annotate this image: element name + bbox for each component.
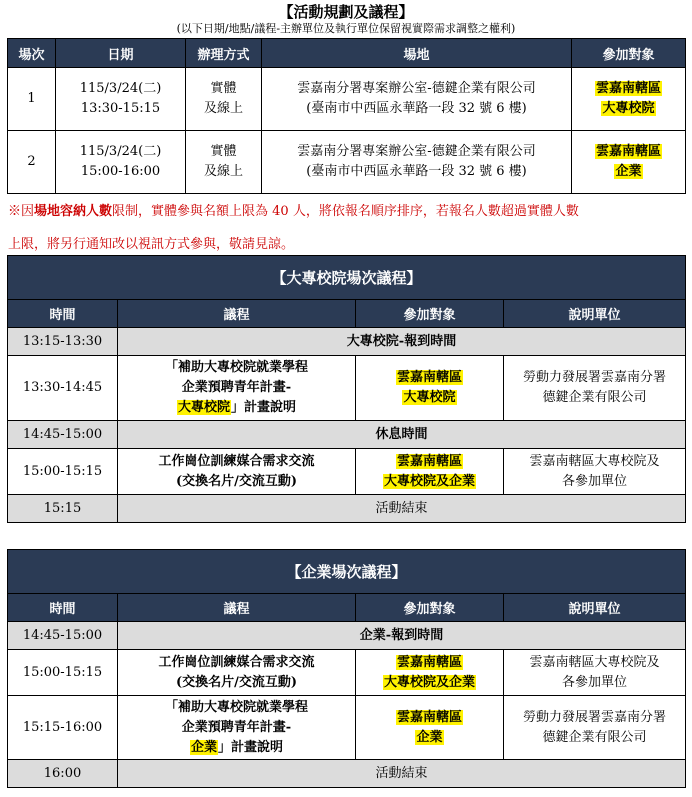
row-time: 15:00-15:15 [8, 650, 118, 696]
university-agenda-table [7, 255, 686, 523]
agenda-row-checkin [8, 622, 686, 650]
agenda-line-2: 企業預聘青年計畫- [181, 380, 292, 395]
agenda-line-1: 「補助大專校院就業學程 [164, 360, 308, 375]
venue-address: (臺南市中西區永華路一段 32 號 6 樓) [306, 164, 527, 179]
agenda-row-briefing [8, 356, 686, 421]
time-text: 13:30-15:15 [80, 101, 161, 116]
unit-line-1: 雲嘉南轄區大專校院及 [529, 654, 660, 670]
row-agenda [118, 356, 356, 421]
unit-line-2: 各參加單位 [562, 674, 628, 690]
venue-name: 雲嘉南分署專案辦公室-德鍵企業有限公司 [297, 144, 536, 159]
row-span-text: 大專校院-報到時間 [118, 328, 686, 356]
agenda-line-2: (交換名片/交流互動) [175, 473, 298, 489]
row-agenda [118, 449, 356, 495]
agenda-line-3 [118, 398, 355, 418]
agenda-row-briefing [8, 696, 686, 760]
time-text: 15:00-16:00 [80, 164, 161, 179]
agenda-row-end [8, 495, 686, 523]
venue-name: 雲嘉南分署專案辦公室-德鍵企業有限公司 [297, 81, 536, 96]
summary-header-row [8, 39, 686, 68]
session-mode [186, 131, 262, 194]
target-line-1: 雲嘉南轄區 [595, 144, 661, 159]
row-target [356, 650, 504, 696]
row-span-text: 企業-報到時間 [118, 622, 686, 650]
session-target [572, 68, 686, 131]
agenda-row-matching [8, 650, 686, 696]
target-line-2: 企業 [615, 164, 642, 179]
target-line-2: 大專校院及企業 [383, 674, 475, 690]
agenda-banner: 【大專校院場次議程】 [8, 256, 686, 300]
session-venue [262, 68, 572, 131]
session-venue [262, 131, 572, 194]
row-time: 15:15-16:00 [8, 696, 118, 760]
mode-line-1: 實體 [210, 144, 237, 159]
col-header-venue: 場地 [262, 39, 572, 68]
date-text: 115/3/24(二) [79, 144, 162, 159]
row-span-text: 休息時間 [118, 421, 686, 449]
col-header-target: 參加對象 [572, 39, 686, 68]
agenda-line-2: (交換名片/交流互動) [175, 674, 298, 690]
notice-strong: 場地容納人數 [34, 204, 113, 219]
agenda-line-2: 企業預聘青年計畫- [181, 719, 292, 735]
notice-line-1-rest: 限制，實體參與名額上限為 40 人，將依報名順序排序，若報名人數超過實體人數 [112, 204, 579, 219]
mode-line-2: 及線上 [203, 164, 243, 179]
agenda-line-1: 工作崗位訓練媒合需求交流 [158, 654, 315, 670]
mode-line-1: 實體 [210, 81, 237, 96]
row-time: 14:45-15:00 [8, 421, 118, 449]
session-date [56, 68, 186, 131]
agenda-row-matching [8, 449, 686, 495]
row-time: 13:15-13:30 [8, 328, 118, 356]
session-date [56, 131, 186, 194]
unit-line-1: 雲嘉南轄區大專校院及 [529, 453, 660, 469]
session-number: 2 [8, 131, 56, 194]
agenda-line-1: 「補助大專校院就業學程 [164, 699, 308, 715]
session-target [572, 131, 686, 194]
session-mode [186, 68, 262, 131]
agenda-line-1: 工作崗位訓練媒合需求交流 [158, 453, 315, 469]
row-time: 13:30-14:45 [8, 356, 118, 421]
col-header-time: 時間 [8, 594, 118, 622]
target-line-1: 雲嘉南轄區 [396, 709, 462, 725]
target-line-2: 大專校院 [403, 390, 456, 405]
business-agenda-table [7, 549, 686, 788]
summary-row-1 [8, 68, 686, 131]
agenda-row-break [8, 421, 686, 449]
venue-address: (臺南市中西區永華路一段 32 號 6 樓) [306, 101, 527, 116]
notice-prefix: ※因 [8, 204, 35, 219]
date-text: 115/3/24(二) [79, 81, 162, 96]
notice-line-1 [8, 195, 686, 228]
col-header-target: 參加對象 [356, 300, 504, 328]
mode-line-2: 及線上 [203, 101, 243, 116]
agenda-line-3 [118, 738, 355, 758]
agenda-row-checkin [8, 328, 686, 356]
target-line-1: 雲嘉南轄區 [595, 81, 661, 96]
agenda-header-row [8, 594, 686, 622]
row-agenda [118, 650, 356, 696]
agenda-highlight: 大專校院 [177, 400, 230, 415]
col-header-target: 參加對象 [356, 594, 504, 622]
unit-line-2: 德鍵企業有限公司 [542, 390, 647, 405]
page-subtitle: (以下日期/地點/議程-主辦單位及執行單位保留視實際需求調整之權利) [176, 22, 516, 35]
agenda-line-3-rest: 」計畫說明 [218, 739, 284, 755]
capacity-notice [8, 195, 686, 261]
summary-row-2 [8, 131, 686, 194]
row-span-text: 活動結束 [118, 760, 686, 788]
col-header-agenda: 議程 [118, 594, 356, 622]
col-header-mode: 辦理方式 [186, 39, 262, 68]
unit-line-1: 勞動力發展署雲嘉南分署 [523, 370, 667, 385]
target-line-2: 企業 [416, 729, 443, 745]
agenda-row-end [8, 760, 686, 788]
target-line-1: 雲嘉南轄區 [396, 453, 462, 469]
agenda-highlight: 企業 [190, 739, 217, 755]
target-line-1: 雲嘉南轄區 [396, 654, 462, 670]
notice-line-2: 上限，將另行通知改以視訊方式參與，敬請見諒。 [8, 237, 295, 252]
col-header-date: 日期 [56, 39, 186, 68]
row-target [356, 696, 504, 760]
agenda-header-row [8, 300, 686, 328]
row-time: 14:45-15:00 [8, 622, 118, 650]
col-header-time: 時間 [8, 300, 118, 328]
row-unit [504, 356, 686, 421]
row-time: 15:00-15:15 [8, 449, 118, 495]
row-unit [504, 449, 686, 495]
row-time: 16:00 [8, 760, 118, 788]
col-header-unit: 說明單位 [504, 300, 686, 328]
session-number: 1 [8, 68, 56, 131]
row-target [356, 356, 504, 421]
row-unit [504, 650, 686, 696]
target-line-1: 雲嘉南轄區 [396, 370, 462, 385]
row-span-text: 活動結束 [118, 495, 686, 523]
target-line-2: 大專校院 [602, 101, 655, 116]
unit-line-2: 德鍵企業有限公司 [542, 729, 647, 745]
agenda-banner: 【企業場次議程】 [8, 550, 686, 594]
row-target [356, 449, 504, 495]
row-agenda [118, 696, 356, 760]
col-header-unit: 說明單位 [504, 594, 686, 622]
page-title: 【活動規劃及議程】 [278, 3, 414, 21]
row-time: 15:15 [8, 495, 118, 523]
agenda-line-3-rest: 」計畫說明 [231, 400, 297, 415]
col-header-session: 場次 [8, 39, 56, 68]
row-unit [504, 696, 686, 760]
unit-line-2: 各參加單位 [562, 473, 628, 489]
target-line-2: 大專校院及企業 [383, 473, 475, 489]
session-summary-table [7, 38, 686, 194]
col-header-agenda: 議程 [118, 300, 356, 328]
unit-line-1: 勞動力發展署雲嘉南分署 [523, 709, 667, 725]
